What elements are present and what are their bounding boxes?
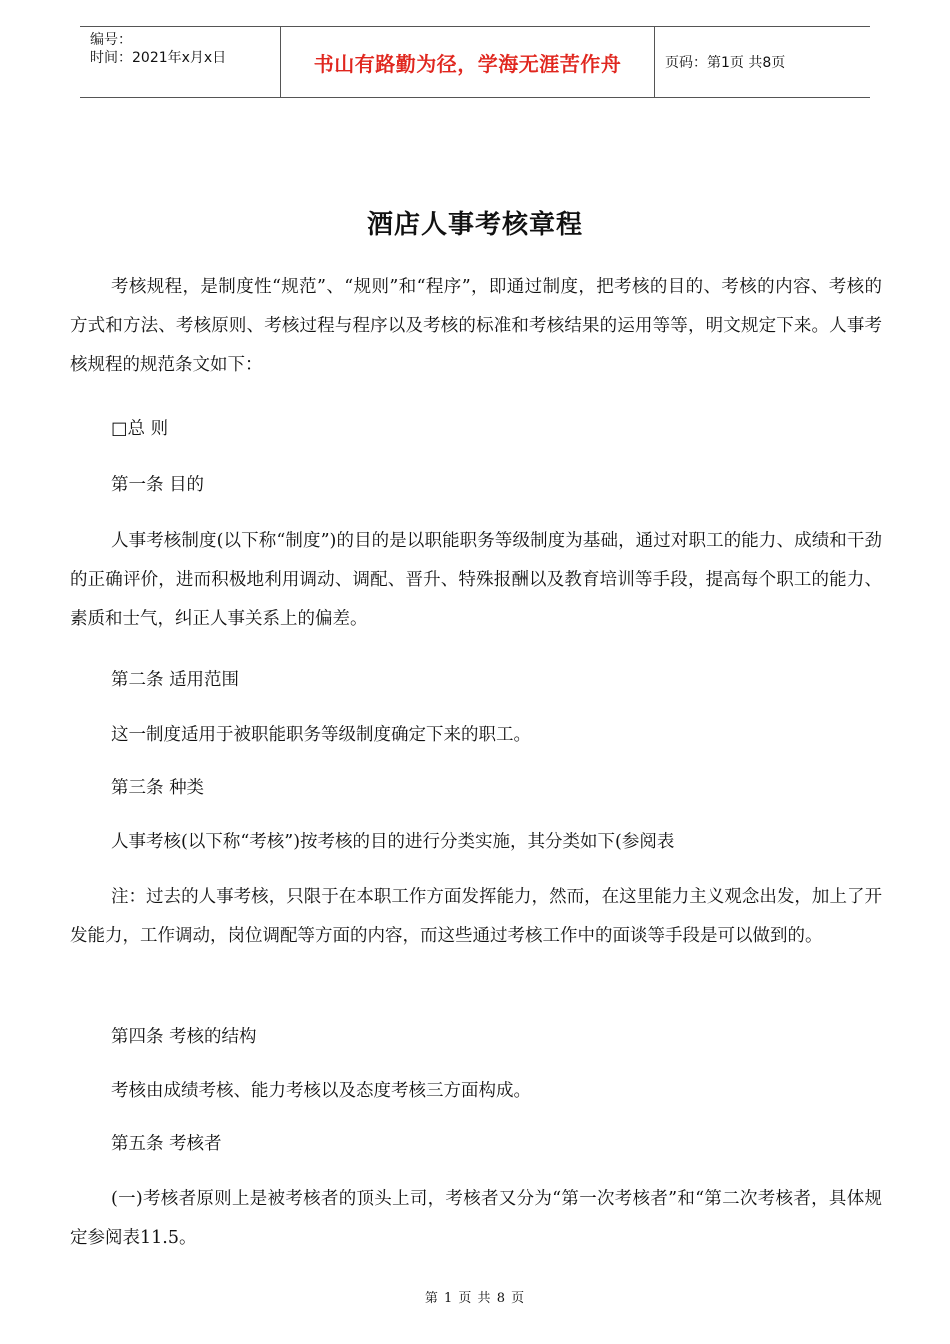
document-number-label: 编号：: [90, 32, 132, 48]
article-5-body: (一)考核者原则上是被考核者的顶头上司，考核者又分为“第一次考核者”和“第二次考核者，具体规定参阅表11.5。: [70, 1189, 882, 1248]
header-page-number: 页码：第1页 共8页: [665, 55, 786, 71]
document-time-label: 时间：2021年x月x日: [90, 50, 227, 66]
document-title: 酒店人事考核章程: [366, 210, 583, 240]
article-3-note: 注：过去的人事考核，只限于在本职工作方面发挥能力，然而，在这里能力主义观念出发，加上了开发能力，工作调动，岗位调配等方面的内容，而这些通过考核工作中的面谈等手段是可以做到的。: [70, 887, 882, 946]
header-meta: [80, 27, 281, 97]
article-1-heading: 第一条 目的: [111, 475, 205, 495]
article-2-body: 这一制度适用于被职能职务等级制度确定下来的职工。: [111, 725, 531, 745]
article-4-body: 考核由成绩考核、能力考核以及态度考核三方面构成。: [111, 1081, 531, 1101]
page-footer: 第 1 页 共 8 页: [424, 1291, 526, 1306]
article-1-body: 人事考核制度(以下称“制度”)的目的是以职能职务等级制度为基础，通过对职工的能力、成绩和干劲的正确评价，进而积极地利用调动、调配、晋升、特殊报酬以及教育培训等手段，提高每个职工的能力、素质和士气，纠正人事关系上的偏差。: [70, 531, 882, 629]
article-3-heading: 第三条 种类: [111, 778, 205, 798]
intro-paragraph: 考核规程，是制度性“规范”、“规则”和“程序”，即通过制度，把考核的目的、考核的内容、考核的方式和方法、考核原则、考核过程与程序以及考核的标准和考核结果的运用等等，明文规定下来。人事考核规程的规范条文如下：: [70, 277, 882, 375]
article-2-heading: 第二条 适用范围: [111, 670, 240, 690]
header-motto: 书山有路勤为径，学海无涯苦作舟: [281, 27, 655, 97]
article-3-body: 人事考核(以下称“考核”)按考核的目的进行分类实施，其分类如下(参阅表: [111, 832, 675, 852]
section-heading-general: □总 则: [111, 419, 169, 439]
header-table: [80, 26, 870, 98]
article-4-heading: 第四条 考核的结构: [111, 1027, 257, 1047]
article-5-heading: 第五条 考核者: [111, 1134, 222, 1154]
